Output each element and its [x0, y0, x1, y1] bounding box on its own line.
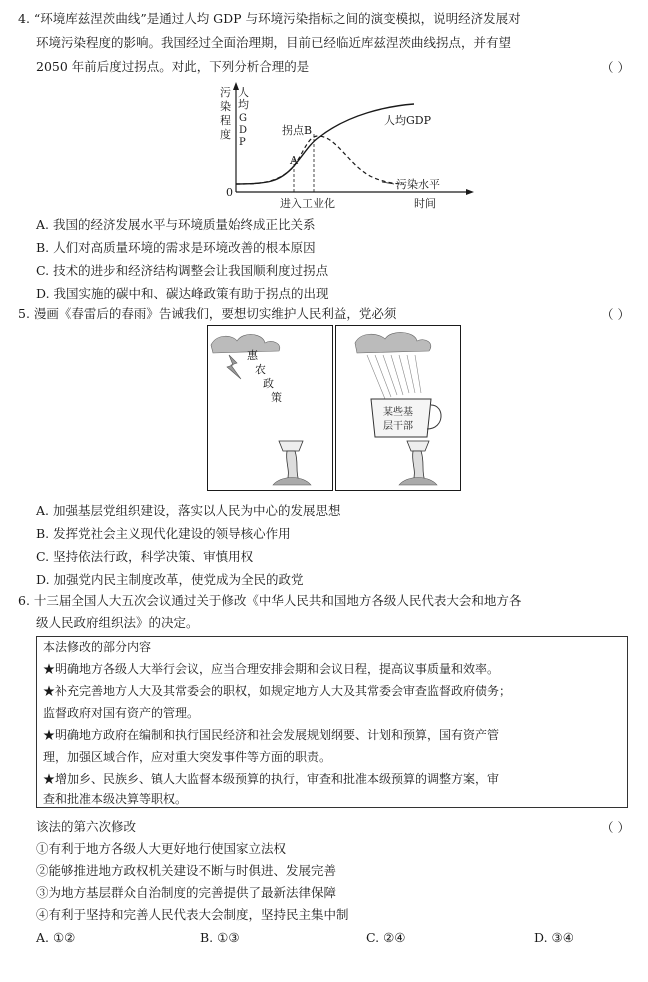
svg-text:人: 人: [238, 86, 249, 99]
box-line-7: 查和批准本级决算等职权。: [43, 792, 188, 806]
box-line-2: ★补充完善地方人大及其常委会的职权，如规定地方人大及其常委会审查监督政府债务；: [43, 684, 512, 698]
svg-text:P: P: [239, 137, 246, 148]
x-axis-arrow: [466, 189, 474, 195]
law-amendment-box: [36, 636, 628, 808]
q4-stem-line1: 4. “环境库兹涅茨曲线”是通过人均 GDP 与环境污染指标之间的演变模拟，说明经济发展对: [18, 11, 521, 26]
box-line-6: ★增加乡、民族乡、镇人大监督本级预算的执行，审查和批准本级预算的调整方案，审: [43, 772, 500, 786]
svg-text:度: 度: [220, 128, 231, 141]
q6-answer-a: A. ①②: [36, 930, 76, 945]
svg-text:均: 均: [238, 98, 249, 111]
svg-text:策: 策: [271, 391, 282, 404]
q4-answer-paren: （ ）: [601, 60, 630, 75]
series-gdp-label: 人均GDP: [384, 114, 432, 127]
q4-option-c: C. 技术的进步和经济结构调整会让我国顺利度过拐点: [36, 263, 329, 278]
q6-stem-line2: 级人民政府组织法》的决定。: [36, 615, 199, 630]
q4-stem-line3: 2050 年前后度过拐点。对此，下列分析合理的是: [36, 59, 310, 74]
svg-text:农: 农: [255, 363, 266, 376]
q4-option-a: A. 我国的经济发展水平与环境质量始终成正比关系: [36, 217, 316, 232]
turning-point-label: 拐点B: [282, 124, 313, 137]
origin-label: 0: [226, 186, 233, 199]
q4-option-d: D. 我国实施的碳中和、碳达峰政策有助于拐点的出现: [36, 286, 329, 301]
box-line-1: ★明确地方各级人大举行会议，应当合理安排会期和会议日程，提高议事质量和效率。: [43, 662, 500, 676]
q6-number: 6.: [18, 593, 30, 608]
cup-label-line1: 某些基: [383, 407, 413, 418]
q5-option-a: A. 加强基层党组织建设，落实以人民为中心的发展思想: [36, 503, 341, 518]
kuznets-curve-chart: [218, 80, 478, 212]
box-line-4: ★明确地方政府在编制和执行国民经济和社会发展规划纲要、计划和预算，国有资产管: [43, 728, 500, 742]
q6-stem-line1: 6. 十三届全国人大五次会议通过关于修改《中华人民共和国地方各级人民代表大会和地方各: [18, 593, 522, 608]
q5-option-b: B. 发挥党社会主义现代化建设的领导核心作用: [36, 526, 291, 541]
box-line-5: 理，加强区域合作，应对重大突发事件等方面的职责。: [43, 750, 332, 764]
q4-option-b: B. 人们对高质量环境的需求是环境改善的根本原因: [36, 240, 316, 255]
x-marker-label: 进入工业化: [280, 197, 335, 210]
q5-answer-paren: （ ）: [601, 307, 630, 322]
q6-statement-2: ②能够推进地方政权机关建设不断与时俱进、发展完善: [36, 863, 337, 878]
svg-text:G: G: [239, 113, 247, 124]
cup-label-line2: 层干部: [383, 421, 413, 432]
svg-text:染: 染: [220, 100, 231, 113]
q5-option-c: C. 坚持依法行政，科学决策、审慎用权: [36, 549, 254, 564]
svg-text:污: 污: [220, 86, 231, 99]
q6-answer-paren: （ ）: [601, 820, 630, 835]
q5-stem: 5. 漫画《春雷后的春雨》告诫我们，要想切实维护人民利益，党必须: [18, 306, 397, 321]
point-a-label: A: [290, 154, 298, 167]
svg-text:政: 政: [263, 377, 274, 390]
svg-text:D: D: [239, 125, 248, 136]
series-pollution-line: [236, 136, 404, 184]
q6-statement-4: ④有利于坚持和完善人民代表大会制度，坚持民主集中制: [36, 907, 349, 922]
q6-answer-d: D. ③④: [534, 930, 574, 945]
y-axis-label: [220, 86, 249, 148]
box-line-3: 监督政府对国有资产的管理。: [43, 706, 200, 720]
q5-option-d: D. 加强党内民主制度改革，使党成为全民的政党: [36, 572, 304, 587]
q4-stem-line2: 环境污染程度的影响。我国经过全面治理期，目前已经临近库兹涅茨曲线拐点，并有望: [36, 35, 512, 50]
series-pollution-label: 污染水平: [396, 178, 440, 191]
q6-statement-1: ①有利于地方各级人大更好地行使国家立法权: [36, 841, 287, 856]
right-cup: [407, 441, 429, 451]
q6-sub-stem: 该法的第六次修改: [36, 819, 137, 834]
q6-statement-3: ③为地方基层群众自治制度的完善提供了最新法律保障: [36, 885, 337, 900]
q6-answer-b: B. ①③: [200, 930, 240, 945]
q5-number: 5.: [18, 306, 30, 321]
box-title: 本法修改的部分内容: [43, 640, 152, 654]
q4-number: 4.: [18, 11, 30, 26]
q6-answer-c: C. ②④: [366, 930, 406, 945]
svg-text:惠: 惠: [247, 349, 258, 362]
x-axis-label: 时间: [414, 197, 436, 210]
svg-text:程: 程: [220, 114, 231, 127]
cartoon-image: [207, 325, 461, 491]
left-cup: [279, 441, 303, 451]
